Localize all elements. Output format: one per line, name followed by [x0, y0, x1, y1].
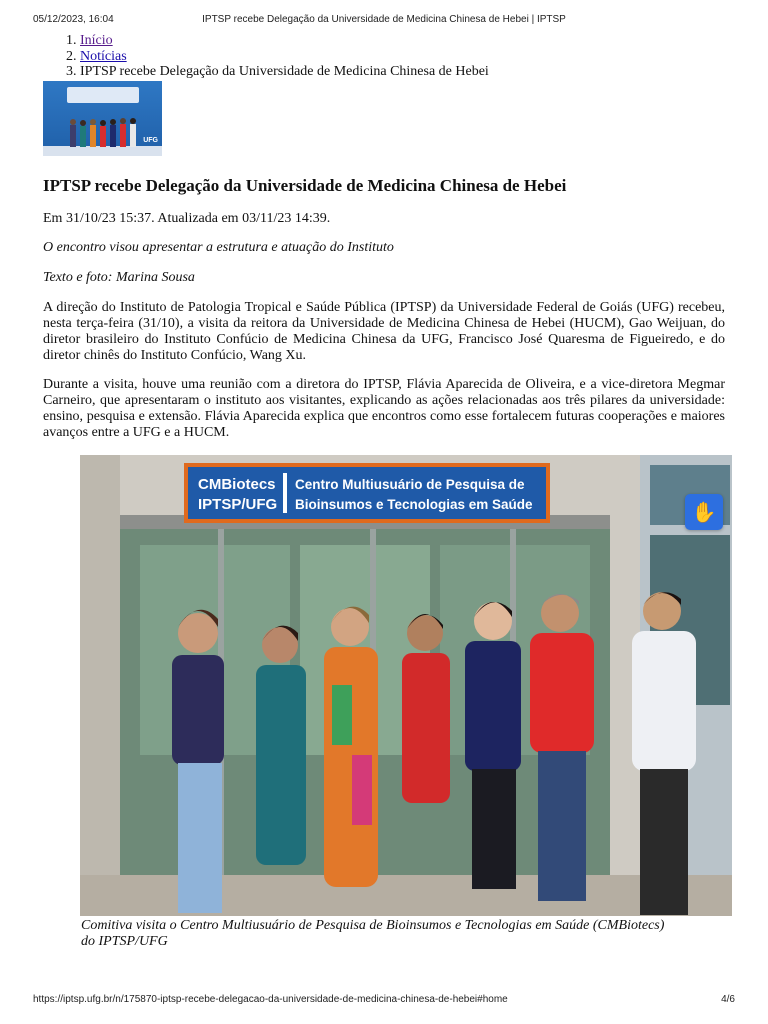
breadcrumb-link-home[interactable]: Início	[80, 33, 113, 48]
sign-language-accessibility-button[interactable]	[685, 494, 723, 530]
breadcrumb	[42, 33, 489, 80]
sign-right-line1: Centro Multiusuário de Pesquisa de	[295, 477, 525, 492]
print-footer	[33, 994, 735, 1008]
thumbnail-ufg-logo: UFG	[143, 137, 158, 144]
article-thumbnail[interactable]	[43, 81, 162, 156]
article-subtitle: O encontro visou apresentar a estrutura e atuação do Instituto	[43, 240, 394, 255]
print-header	[33, 14, 735, 28]
article-paragraph-2: Durante a visita, houve uma reunião com a diretora do IPTSP, Flávia Aparecida de Oliveira, e a vice-diretora Megmar Carneiro, que apresentaram o instituto aos visitantes, explicando as ações relacionadas aos três pilares da universidade: ensino, pesquisa e extensão. Flávia Aparecida explica que encontros como esse fortalecem futuras cooperações e maiores avanços entre a UFG e a HUCM.	[43, 377, 725, 440]
thumbnail-banner	[67, 87, 139, 103]
breadcrumb-item-current: 3. IPTSP recebe Delegação da Universidade de Medicina Chinesa de Hebei	[80, 64, 489, 80]
building-sign	[184, 463, 550, 523]
photo-caption: Comitiva visita o Centro Multiusuário de Pesquisa de Bioinsumos e Tecnologias em Saúde (CMBiotecs) do IPTSP/UFG	[81, 918, 665, 949]
print-date: 05/12/2023, 16:04	[33, 14, 114, 25]
sign-left-line1: CMBiotecs	[198, 476, 276, 493]
sign-right-line2: Bioinsumos e Tecnologias em Saúde	[295, 497, 533, 512]
article-credit: Texto e foto: Marina Sousa	[43, 270, 195, 285]
article-meta-dates: Em 31/10/23 15:37. Atualizada em 03/11/23 14:39.	[43, 211, 331, 226]
article-photo	[80, 455, 732, 916]
article-title: IPTSP recebe Delegação da Universidade de Medicina Chinesa de Hebei	[43, 176, 567, 195]
sign-left-line2: IPTSP/UFG	[198, 496, 278, 513]
print-url: https://iptsp.ufg.br/n/175870-iptsp-recebe-delegacao-da-universidade-de-medicina-chinesa-de-hebei#home	[33, 994, 508, 1005]
breadcrumb-link-news[interactable]: Notícias	[80, 48, 127, 64]
print-page-number: 4/6	[721, 994, 735, 1005]
sign-language-hands-icon: ✋	[691, 500, 717, 524]
print-page-title: IPTSP recebe Delegação da Universidade de Medicina Chinesa de Hebei | IPTSP	[202, 14, 566, 25]
thumbnail-people	[43, 110, 162, 156]
breadcrumb-item-news	[80, 49, 489, 65]
article-paragraph-1: A direção do Instituto de Patologia Tropical e Saúde Pública (IPTSP) da Universidade Federal de Goiás (UFG) recebeu, nesta terça-feira (31/10), a visita da reitora da Universidade de Medicina Chinesa de Hebei (HUCM), Gao Weijuan, do diretor brasileiro do Instituto Confúcio de Medicina Chinesa da UFG, Francisco José Quaresma de Figueiredo, e do diretor chinês do Instituto Confúcio, Wang Xu.	[43, 300, 725, 363]
breadcrumb-item-home	[80, 33, 489, 49]
